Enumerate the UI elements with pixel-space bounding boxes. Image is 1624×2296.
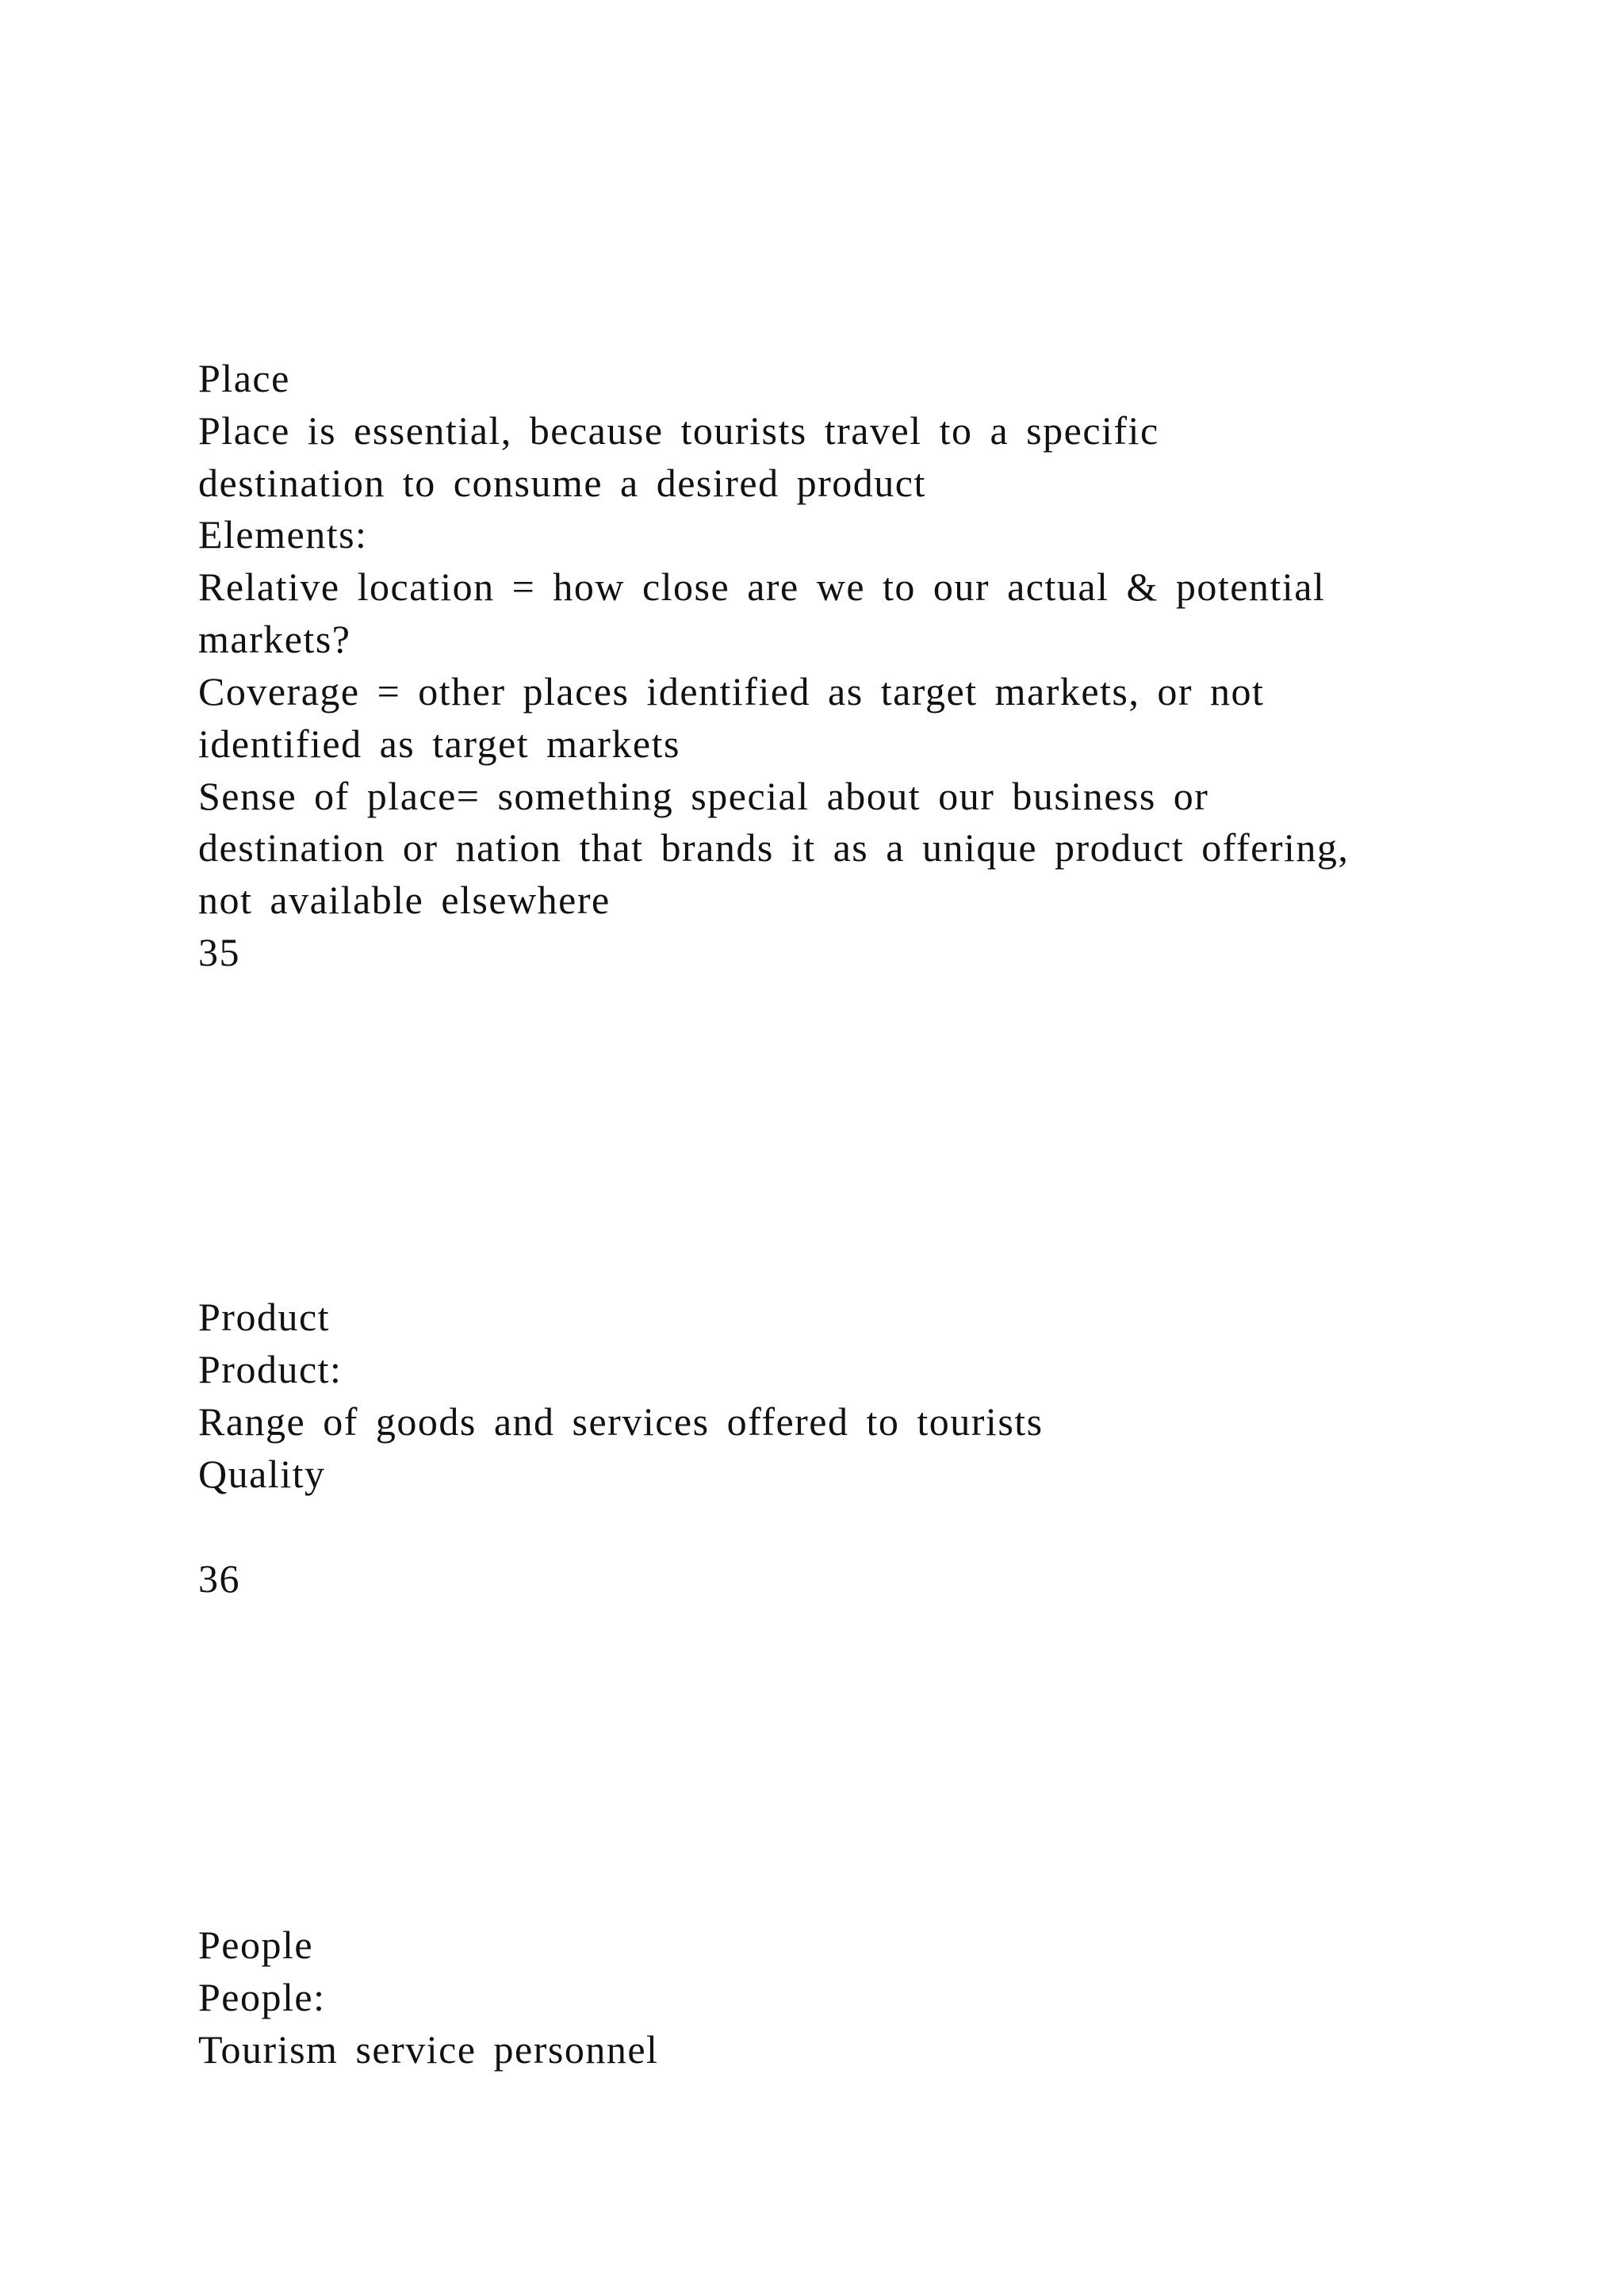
- place-text-line: not available elsewhere: [198, 878, 611, 922]
- place-text-line: Coverage = other places identified as target markets, or not: [198, 669, 1265, 714]
- page-number: 35: [198, 930, 240, 974]
- section-heading-place: Place: [198, 356, 290, 400]
- place-text-line: markets?: [198, 617, 351, 661]
- product-text-line: Range of goods and services offered to tourists: [198, 1399, 1044, 1444]
- place-text-line: Place is essential, because tourists travel to a specific: [198, 408, 1159, 453]
- place-text-line: Elements:: [198, 512, 368, 557]
- place-text-line: Sense of place= something special about our business or: [198, 774, 1209, 818]
- place-text-line: identified as target markets: [198, 721, 680, 766]
- page-number: 36: [198, 1556, 240, 1601]
- product-text-line: Product:: [198, 1347, 343, 1391]
- section-heading-people: People: [198, 1923, 314, 1967]
- people-text-line: Tourism service personnel: [198, 2027, 659, 2072]
- product-text-line: Quality: [198, 1452, 326, 1496]
- place-text-line: Relative location = how close are we to our actual & potential: [198, 564, 1326, 609]
- people-text-line: People:: [198, 1975, 326, 2019]
- place-text-line: destination to consume a desired product: [198, 461, 926, 505]
- place-text-line: destination or nation that brands it as a unique product offering,: [198, 825, 1350, 870]
- section-heading-product: Product: [198, 1295, 331, 1339]
